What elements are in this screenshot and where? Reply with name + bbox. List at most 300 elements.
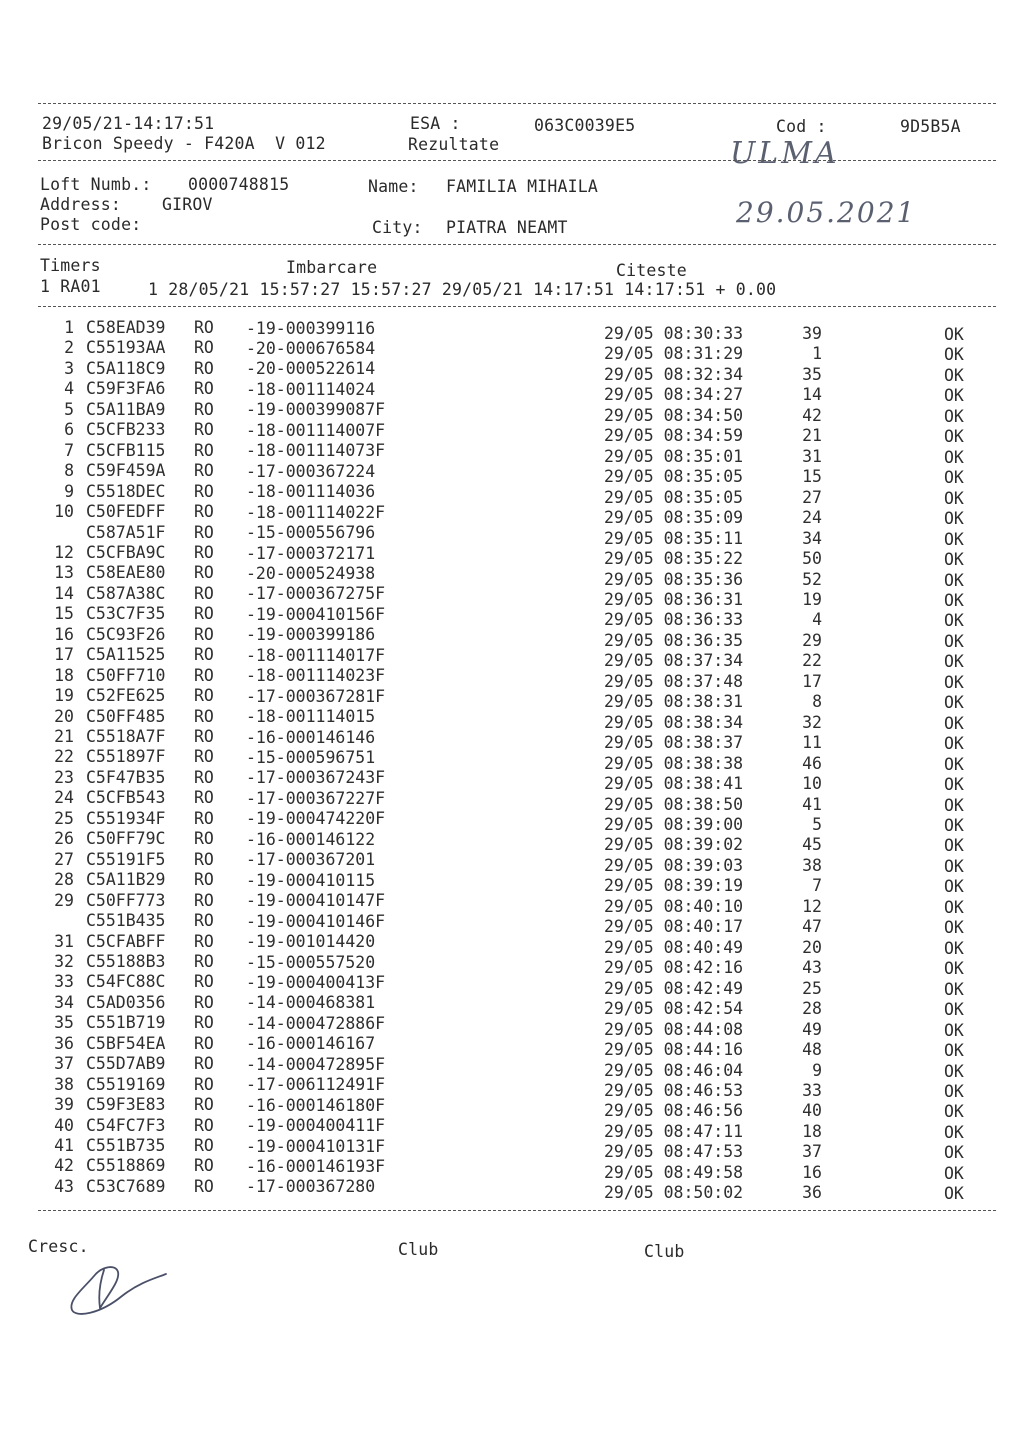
row-status: OK: [944, 611, 964, 631]
row-position: 8: [812, 692, 822, 712]
table-row: [0, 502, 1024, 529]
row-country: RO: [194, 481, 214, 501]
row-country: RO: [194, 870, 214, 890]
row-ring: -15-000556796: [246, 523, 376, 543]
row-number: 6: [64, 420, 74, 440]
row-time: 29/05 08:32:34: [604, 364, 744, 384]
row-status: OK: [944, 1122, 964, 1142]
row-time: 29/05 08:44:16: [604, 1040, 744, 1060]
row-country: RO: [194, 338, 214, 358]
row-position: 48: [802, 1040, 822, 1060]
row-number: 20: [54, 706, 74, 726]
row-position: 41: [802, 794, 822, 814]
row-status: OK: [944, 406, 964, 426]
cresc-label: Cresc.: [28, 1237, 89, 1256]
row-status: OK: [944, 672, 964, 692]
row-ring: -14-000472886F: [246, 1013, 386, 1033]
row-country: RO: [194, 911, 214, 931]
row-country: RO: [194, 972, 214, 992]
row-position: 36: [802, 1183, 822, 1203]
row-country: RO: [194, 1136, 214, 1155]
row-country: RO: [194, 461, 214, 481]
row-id: C587A51F: [86, 522, 166, 542]
row-position: 14: [802, 385, 822, 405]
row-time: 29/05 08:31:29: [604, 344, 744, 364]
row-position: 45: [802, 835, 822, 855]
row-country: RO: [194, 624, 214, 644]
row-position: 18: [802, 1121, 822, 1141]
row-number: 43: [54, 1176, 74, 1196]
row-country: RO: [194, 767, 214, 787]
address-label: Address:: [40, 195, 122, 214]
row-status: OK: [944, 1041, 964, 1061]
row-id: C551897F: [86, 747, 166, 767]
row-status: OK: [944, 775, 964, 795]
row-ring: -19-001014420: [246, 932, 376, 952]
row-status: OK: [944, 734, 964, 754]
row-ring: -20-000522614: [246, 359, 376, 379]
signature-mark: [60, 1252, 180, 1332]
table-row: [0, 747, 1024, 774]
document-title: Rezultate: [408, 135, 500, 154]
name-label: Name:: [368, 177, 419, 196]
row-time: 29/05 08:47:53: [604, 1142, 744, 1162]
row-time: 29/05 08:34:50: [604, 405, 744, 425]
row-country: RO: [194, 583, 214, 603]
row-number: 1: [64, 318, 74, 337]
postcode-label: Post code:: [40, 215, 142, 234]
row-status: OK: [944, 652, 964, 672]
row-country: RO: [194, 399, 214, 419]
row-time: 29/05 08:39:19: [604, 876, 744, 896]
row-time: 29/05 08:38:34: [604, 712, 744, 732]
row-number: 24: [54, 788, 74, 808]
row-status: OK: [944, 1061, 964, 1081]
row-number: 34: [54, 992, 74, 1012]
table-row: [0, 788, 1024, 815]
row-number: 36: [54, 1033, 74, 1053]
row-ring: -19-000474220F: [246, 809, 386, 829]
table-row: [0, 399, 1024, 426]
row-position: 19: [802, 589, 822, 609]
row-number: 42: [54, 1156, 74, 1176]
row-position: 37: [802, 1142, 822, 1162]
row-country: RO: [194, 440, 214, 460]
row-time: 29/05 08:39:00: [604, 815, 744, 835]
row-ring: -19-000410131F: [246, 1136, 386, 1156]
row-number: 18: [54, 665, 74, 685]
table-row: [0, 665, 1024, 692]
row-country: RO: [194, 318, 214, 337]
row-time: 29/05 08:36:33: [604, 610, 744, 630]
row-position: 38: [802, 855, 822, 875]
row-time: 29/05 08:36:35: [604, 630, 744, 650]
row-id: C551B735: [86, 1136, 166, 1155]
row-number: 22: [54, 747, 74, 767]
row-id: C5F47B35: [86, 767, 166, 787]
row-country: RO: [194, 665, 214, 685]
city-value: PIATRA NEAMT: [446, 218, 568, 237]
row-ring: -19-000410147F: [246, 891, 386, 911]
row-number: 3: [64, 358, 74, 378]
row-ring: -19-000399087F: [246, 400, 386, 420]
row-ring: -18-001114036: [246, 482, 376, 502]
row-number: 32: [54, 951, 74, 971]
row-country: RO: [194, 1074, 214, 1094]
row-time: 29/05 08:35:05: [604, 487, 744, 507]
row-number: 35: [54, 1013, 74, 1033]
row-number: 31: [54, 931, 74, 951]
row-id: C5CFBA9C: [86, 542, 166, 562]
table-row: [0, 1176, 1024, 1204]
row-ring: -17-000367201: [246, 850, 376, 870]
row-number: 14: [54, 583, 74, 603]
table-row: [0, 1115, 1024, 1142]
row-country: RO: [194, 727, 214, 746]
row-position: 31: [802, 446, 822, 466]
row-country: RO: [194, 747, 214, 767]
row-country: RO: [194, 808, 214, 828]
row-country: RO: [194, 542, 214, 562]
row-time: 29/05 08:34:59: [604, 426, 744, 446]
row-ring: -17-000367275F: [246, 584, 386, 604]
row-status: OK: [944, 509, 964, 529]
table-row: [0, 911, 1024, 938]
timer-id: 1 RA01: [40, 277, 101, 296]
row-status: OK: [944, 570, 964, 590]
row-id: C5518DEC: [86, 481, 166, 501]
row-time: 29/05 08:34:27: [604, 385, 744, 405]
table-row: [0, 1033, 1024, 1061]
row-ring: -19-000400411F: [246, 1116, 386, 1136]
row-number: 26: [54, 829, 74, 849]
row-position: 25: [802, 978, 822, 998]
row-status: OK: [944, 856, 964, 876]
row-position: 33: [802, 1080, 822, 1100]
row-status: OK: [944, 1081, 964, 1101]
row-number: 16: [54, 624, 74, 644]
row-country: RO: [194, 522, 214, 542]
row-position: 4: [812, 610, 822, 630]
row-country: RO: [194, 1054, 214, 1074]
row-country: RO: [194, 1115, 214, 1135]
row-number: 9: [64, 481, 74, 501]
row-ring: -19-000400413F: [246, 972, 386, 992]
table-row: [0, 461, 1024, 488]
row-status: OK: [944, 897, 964, 917]
cod-label: Cod :: [776, 117, 827, 136]
cod-value: 9D5B5A: [900, 117, 961, 136]
row-time: 29/05 08:50:02: [604, 1183, 744, 1203]
row-id: C551934F: [86, 808, 166, 828]
row-id: C5518A7F: [86, 727, 166, 746]
row-id: C53C7689: [86, 1176, 166, 1196]
row-position: 50: [802, 549, 822, 569]
row-position: 17: [802, 671, 822, 691]
row-ring: -18-001114023F: [246, 666, 386, 686]
row-position: 43: [802, 958, 822, 978]
row-number: 29: [54, 890, 74, 910]
esa-label: ESA :: [410, 114, 461, 133]
row-id: C5C93F26: [86, 624, 166, 644]
row-time: 29/05 08:35:09: [604, 508, 744, 528]
row-time: 29/05 08:39:02: [604, 835, 744, 855]
row-time: 29/05 08:42:49: [604, 978, 744, 998]
row-country: RO: [194, 829, 214, 849]
table-row: [0, 1074, 1024, 1101]
row-ring: -17-000367281F: [246, 686, 386, 706]
row-id: C50FF710: [86, 665, 166, 685]
table-row: [0, 951, 1024, 979]
row-number: 5: [64, 399, 74, 419]
table-row: [0, 890, 1024, 917]
row-status: OK: [944, 1143, 964, 1163]
table-row: [0, 1054, 1024, 1081]
row-position: 28: [802, 999, 822, 1019]
name-value: FAMILIA MIHAILA: [446, 177, 599, 196]
row-time: 29/05 08:35:05: [604, 467, 744, 487]
row-time: 29/05 08:38:38: [604, 753, 744, 773]
row-time: 29/05 08:38:37: [604, 733, 744, 753]
row-status: OK: [944, 979, 964, 999]
table-row: [0, 1136, 1024, 1163]
row-number: 39: [54, 1095, 74, 1115]
row-time: 29/05 08:36:31: [604, 589, 744, 609]
row-country: RO: [194, 1013, 214, 1033]
club-label-2: Club: [644, 1242, 685, 1261]
row-position: 9: [812, 1060, 822, 1080]
row-id: C52FE625: [86, 686, 166, 706]
row-position: 46: [802, 753, 822, 773]
row-id: C53C7F35: [86, 604, 166, 624]
row-id: C55193AA: [86, 338, 166, 358]
row-id: C5519169: [86, 1074, 166, 1094]
row-ring: -16-000146122: [246, 829, 376, 849]
row-status: OK: [944, 550, 964, 570]
header-datetime: 29/05/21-14:17:51: [42, 114, 215, 133]
row-id: C59F459A: [86, 461, 166, 481]
table-row: [0, 1095, 1024, 1122]
row-status: OK: [944, 959, 964, 979]
row-id: C55D7AB9: [86, 1054, 166, 1074]
row-number: 12: [54, 542, 74, 562]
row-id: C5BF54EA: [86, 1033, 166, 1053]
row-ring: -19-000399186: [246, 625, 376, 645]
row-country: RO: [194, 502, 214, 522]
city-label: City:: [372, 218, 423, 237]
row-time: 29/05 08:35:36: [604, 569, 744, 589]
row-country: RO: [194, 931, 214, 951]
row-country: RO: [194, 420, 214, 440]
row-country: RO: [194, 1176, 214, 1196]
row-time: 29/05 08:35:11: [604, 528, 744, 548]
row-number: 17: [54, 645, 74, 665]
row-country: RO: [194, 1156, 214, 1176]
row-time: 29/05 08:42:54: [604, 999, 744, 1019]
row-position: 52: [802, 569, 822, 589]
row-id: C54FC7F3: [86, 1115, 166, 1135]
row-number: 28: [54, 870, 74, 890]
row-ring: -17-000367243F: [246, 768, 386, 788]
row-ring: -14-000472895F: [246, 1054, 386, 1074]
row-number: 41: [54, 1136, 74, 1155]
row-ring: -18-001114017F: [246, 645, 386, 665]
table-row: [0, 583, 1024, 610]
row-status: OK: [944, 836, 964, 856]
row-status: OK: [944, 1020, 964, 1040]
table-row: [0, 727, 1024, 754]
row-id: C5A118C9: [86, 358, 166, 378]
row-number: 7: [64, 440, 74, 460]
row-ring: -17-006112491F: [246, 1075, 386, 1095]
table-row: [0, 624, 1024, 651]
row-country: RO: [194, 563, 214, 583]
row-status: OK: [944, 918, 964, 938]
row-position: 7: [812, 876, 822, 896]
row-ring: -18-001114015: [246, 707, 376, 727]
row-ring: -18-001114022F: [246, 502, 386, 522]
row-position: 29: [802, 630, 822, 650]
row-ring: -18-001114073F: [246, 441, 386, 461]
row-id: C5AD0356: [86, 992, 166, 1012]
row-status: OK: [944, 590, 964, 610]
table-row: [0, 931, 1024, 958]
table-row: [0, 808, 1024, 836]
row-position: 24: [802, 508, 822, 528]
row-number: 23: [54, 767, 74, 787]
row-id: C551B719: [86, 1013, 166, 1033]
handwritten-name: ULMA: [730, 136, 840, 171]
row-id: C58EAE80: [86, 563, 166, 583]
row-number: 27: [54, 849, 74, 869]
row-country: RO: [194, 992, 214, 1012]
row-position: 42: [802, 405, 822, 425]
row-position: 5: [812, 815, 822, 835]
table-row: [0, 706, 1024, 733]
row-id: C5A11BA9: [86, 399, 166, 419]
device-name: Bricon Speedy - F420A V 012: [42, 134, 326, 153]
row-ring: -19-000410146F: [246, 911, 386, 931]
row-number: 2: [64, 338, 74, 358]
row-position: 34: [802, 528, 822, 548]
row-ring: -17-000367280: [246, 1177, 376, 1197]
row-status: OK: [944, 816, 964, 836]
loft-value: 0000748815: [188, 175, 290, 194]
row-ring: -17-000367227F: [246, 788, 386, 808]
table-row: [0, 379, 1024, 406]
row-position: 12: [802, 896, 822, 916]
row-country: RO: [194, 1095, 214, 1115]
row-time: 29/05 08:46:04: [604, 1060, 744, 1080]
row-ring: -19-000410115: [246, 870, 376, 890]
table-row: [0, 992, 1024, 1020]
row-country: RO: [194, 645, 214, 665]
table-row: [0, 829, 1024, 856]
row-status: OK: [944, 713, 964, 733]
row-status: OK: [944, 1163, 964, 1183]
row-time: 29/05 08:49:58: [604, 1162, 744, 1182]
table-row: [0, 481, 1024, 508]
timer-line: 1 28/05/21 15:57:27 15:57:27 29/05/21 14:17:51 14:17:51 + 0.00: [148, 280, 777, 299]
loft-label: Loft Numb.:: [40, 175, 152, 194]
row-number: 4: [64, 379, 74, 399]
row-country: RO: [194, 706, 214, 726]
table-row: [0, 870, 1024, 897]
separator-timers: [38, 306, 996, 307]
row-id: C55191F5: [86, 849, 166, 869]
row-ring: -15-000596751: [246, 748, 376, 768]
table-row: [0, 645, 1024, 672]
row-id: C5518869: [86, 1156, 166, 1176]
row-country: RO: [194, 788, 214, 808]
row-ring: -16-000146146: [246, 727, 376, 747]
row-number: 15: [54, 604, 74, 624]
row-position: 40: [802, 1101, 822, 1121]
row-country: RO: [194, 1033, 214, 1053]
row-id: C55188B3: [86, 951, 166, 971]
row-status: OK: [944, 754, 964, 774]
row-id: C59F3FA6: [86, 379, 166, 399]
row-ring: -20-000524938: [246, 563, 376, 583]
row-country: RO: [194, 379, 214, 399]
row-time: 29/05 08:42:16: [604, 958, 744, 978]
row-id: C587A38C: [86, 583, 166, 603]
citeste-label: Citeste: [616, 261, 687, 280]
row-ring: -19-000399116: [246, 318, 376, 338]
timers-label: Timers: [40, 256, 101, 275]
row-time: 29/05 08:47:11: [604, 1121, 744, 1141]
row-ring: -18-001114024: [246, 379, 376, 399]
table-row: [0, 686, 1024, 713]
table-row: [0, 1013, 1024, 1040]
row-time: 29/05 08:37:48: [604, 671, 744, 691]
row-position: 20: [802, 937, 822, 957]
row-id: C58EAD39: [86, 318, 166, 337]
row-id: C5A11525: [86, 645, 166, 665]
table-row: [0, 338, 1024, 365]
row-status: OK: [944, 877, 964, 897]
row-id: C59F3E83: [86, 1095, 166, 1115]
row-time: 29/05 08:39:03: [604, 855, 744, 875]
row-ring: -19-000410156F: [246, 604, 386, 624]
row-ring: -17-000367224: [246, 461, 376, 481]
row-status: OK: [944, 365, 964, 385]
row-id: C551B435: [86, 911, 166, 931]
row-id: C5CFB233: [86, 420, 166, 440]
row-id: C5CFABFF: [86, 931, 166, 951]
row-position: 1: [812, 344, 822, 364]
row-status: OK: [944, 693, 964, 713]
row-ring: -17-000372171: [246, 543, 376, 563]
row-country: RO: [194, 951, 214, 971]
club-label-1: Club: [398, 1240, 439, 1259]
row-time: 29/05 08:40:10: [604, 896, 744, 916]
row-ring: -16-000146167: [246, 1034, 376, 1054]
row-position: 47: [802, 917, 822, 937]
row-ring: -20-000676584: [246, 339, 376, 359]
row-country: RO: [194, 358, 214, 378]
row-number: 10: [54, 502, 74, 522]
row-country: RO: [194, 890, 214, 910]
row-time: 29/05 08:38:41: [604, 774, 744, 794]
row-id: C50FEDFF: [86, 502, 166, 522]
row-time: 29/05 08:35:01: [604, 446, 744, 466]
row-status: OK: [944, 345, 964, 365]
row-status: OK: [944, 938, 964, 958]
row-number: 38: [54, 1074, 74, 1094]
row-position: 11: [802, 733, 822, 753]
row-id: C54FC88C: [86, 972, 166, 992]
